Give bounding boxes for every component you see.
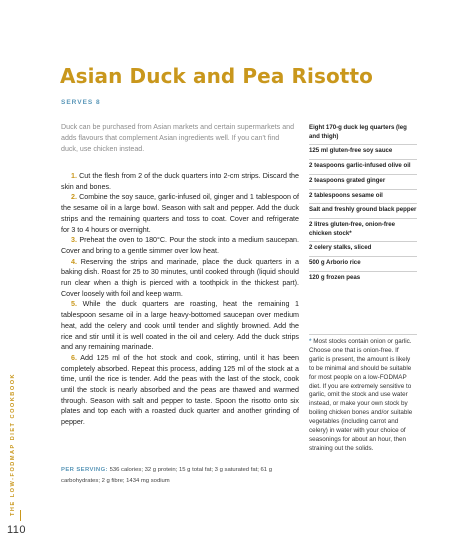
method-step [61,353,299,428]
ingredient-item: 2 litres gluten-free, onion-free chicken stock* [309,218,417,241]
recipe-intro: Duck can be purchased from Asian markets and certain supermarkets and adds flavours that complement Asian ingredients well. If you can't find duck, use chicken instead. [61,123,295,153]
page-number: 110 [7,524,27,536]
step-number: 1. [71,172,77,180]
step-number: 2. [71,193,77,202]
note-divider [309,334,417,335]
stock-footnote [309,338,415,454]
step-text: Add 125 ml of the hot stock and cook, stirring, until it has been completely absorbed. Repeat this process, adding 125 ml of the stock at a time, until the rice is tender. Add the peas with the last of the stock, cook until the stock is nearly absorbed and the peas are thawed and warmed through. Season with salt and pepper to taste. Spoon the risotto onto six plates and top each with a roasted duck quarter and another grinding of pepper. [61,353,299,427]
serves-label: SERVES 8 [61,99,101,106]
footnote-text: Most stocks contain onion or garlic. Choose one that is onion-free. If garlic is present, the amount is likely to be minimal and should be suitable for most people on a low-FODMAP diet. If you are extremely sensitive to garlic, omit the stock and use water instead, or make your own stock by boiling chicken bones and/or suitable vegetables (including carrot and celery) in water with your choice of seasonings for about an hour, then straining out the solids. [309,338,413,452]
method-step [61,171,299,192]
method-step [61,299,299,353]
method-step [61,192,299,235]
ingredient-item: 2 teaspoons garlic-infused olive oil [309,159,417,174]
ingredient-item: Salt and freshly ground black pepper [309,203,417,218]
recipe-title: Asian Duck and Pea Risotto [60,64,373,88]
ingredient-item: 2 teaspoons grated ginger [309,174,417,189]
step-number: 4. [71,257,77,266]
step-text: Preheat the oven to 180°C. Pour the stock into a medium saucepan. Cover and bring to a gentle simmer over low heat. [61,236,299,255]
ingredient-item: 500 g Arborio rice [309,256,417,271]
ingredient-item: 125 ml gluten-free soy sauce [309,144,417,159]
footnote-marker: * [309,338,312,345]
ingredient-item: Eight 170-g duck leg quarters (leg and thigh) [309,124,407,140]
nutrition-label: PER SERVING: [61,467,108,473]
step-number: 5. [71,300,77,309]
method-step [61,235,299,256]
side-divider [20,510,21,521]
ingredients-list [309,124,417,285]
ingredient-item: 2 tablespoons sesame oil [309,189,417,204]
step-number: 3. [71,236,77,245]
step-text: Reserving the strips and marinade, place the duck quarters in a baking dish. Roast for 25 to 30 minutes, until cooked through (liquid should run clear when a thigh is pierced with a toothpick in the thickest part). Cover loosely with foil and keep warm. [61,257,299,298]
step-number: 6. [71,353,77,362]
ingredient-item: 2 celery stalks, sliced [309,241,417,256]
step-text: Cut the flesh from 2 of the duck quarters into 2-cm strips. Discard the skin and bones. [61,172,299,191]
book-title-running-head: THE LOW-FODMAP DIET COOKBOOK [10,372,16,516]
method-steps [61,171,299,428]
nutrition-info [61,465,301,486]
step-text: While the duck quarters are roasting, heat the remaining 1 tablespoon sesame oil in a large heavy-bottomed saucepan over medium heat, add the celery and cook until tender and slightly browned. Add the rice and stir until it is well coated in the oil and celery. Add the duck strips and any remaining marinade. [61,300,300,352]
step-text: Combine the soy sauce, garlic-infused oil, ginger and 1 tablespoon of the sesame oil in a large bowl. Season with salt and pepper. Add the duck strips and the remaining quarters and toss to coat. Cover and refrigerate for 3 to 4 hours or overnight. [61,193,300,234]
method-step [61,257,299,300]
nutrition-text: 536 calories; 32 g protein; 15 g total fat; 3 g saturated fat; 61 g carbohydrates; 2 g fibre; 1434 mg sodium [61,467,272,484]
ingredient-item: 120 g frozen peas [309,271,417,286]
